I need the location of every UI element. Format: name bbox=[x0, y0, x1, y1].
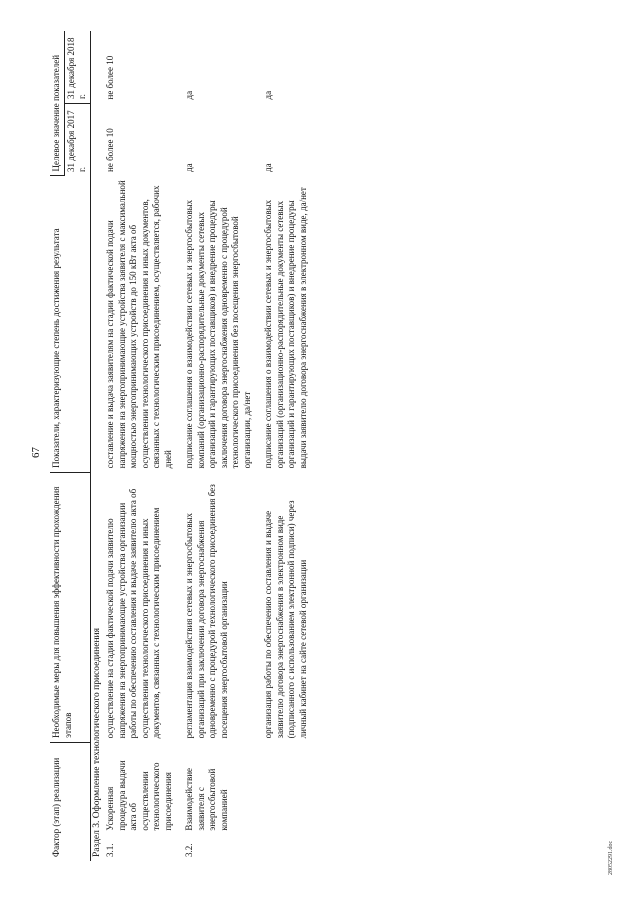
page-number: 67 bbox=[30, 447, 42, 458]
header-factor: Фактор (этап) реализации bbox=[50, 742, 90, 861]
row-value-2018: да bbox=[263, 90, 273, 100]
header-measures: Необходимые меры для повышения эффективности прохождения этапов bbox=[50, 472, 90, 742]
header-target-values: Целевое значение показателей bbox=[50, 31, 64, 176]
row-value-2018: да bbox=[184, 90, 194, 100]
header-indicators: Показатели, характеризующие степень достижения результата bbox=[50, 176, 90, 472]
row-number: 3.1. bbox=[105, 843, 115, 857]
header-year-2018: 31 декабря 2018 г. bbox=[64, 31, 90, 104]
row-factor: Взаимодействие заявителя с энергосбытовой компанией bbox=[184, 767, 229, 831]
row-indicator: составление и выдача заявителям на стадии фактической подачи напряжения на энергопринимающие устройства заявителя с максимальной мощностью энергопринимающих устройств до 150 кВт акта об осуществлении технологического присоединения и иных документов, связанных с технологическим присоединением, осуществляется, рабочих дней bbox=[105, 180, 173, 469]
row-indicator: подписание соглашения о взаимодействии сетевых и энергосбытовых организаций (организационно-распорядительные документы сетевых организаций и гарантирующих поставщиков) и внедрение процедуры выдачи заявителю договора энергоснабжения в электронном виде, да/нет bbox=[263, 187, 308, 469]
header-year-2017: 31 декабря 2017 г. bbox=[64, 104, 90, 176]
row-spacer bbox=[254, 31, 262, 861]
row-number: 3.2. bbox=[184, 843, 194, 857]
table-row bbox=[262, 31, 310, 861]
row-factor: Ускоренная процедура выдачи акта об осуществлении технологического присоединения bbox=[105, 760, 173, 831]
row-number bbox=[262, 835, 310, 861]
row-factor bbox=[262, 742, 310, 834]
row-value-2017: да bbox=[184, 163, 194, 172]
document-id: 28052291.doc bbox=[608, 840, 614, 875]
section-row bbox=[90, 31, 104, 861]
rotated-document bbox=[30, 30, 620, 875]
measures-table bbox=[50, 31, 310, 861]
row-indicator: подписание соглашения о взаимодействии сетевых и энергосбытовых компаний (организационно-распорядительные документы сетевых организаций и гарантирующих поставщиков) и внедрение процедуры заключения договора энергоснабжения одновременно с процедурой технологического присоединения без посещения энергосбытовой организации, да/нет bbox=[184, 199, 252, 469]
row-value-2017: не более 10 bbox=[105, 128, 115, 172]
table-row bbox=[104, 31, 175, 861]
row-measure: организация работы по обеспечению составления и выдаче заявителю договора энергоснабжения в электронном виде (подписанного с использованием электронной подписи) через личный кабинет на сайте сетевой организации bbox=[263, 500, 308, 739]
row-measure: осуществление на стадии фактической подачи заявителю напряжения на энергопринимающие устройства организации работы по обеспечению составления и выдаче заявителю акта об осуществлении технологического присоединения и иных документов, связанных с технологическим присоединением bbox=[105, 488, 161, 739]
row-spacer bbox=[175, 31, 183, 861]
row-value-2017: да bbox=[263, 163, 273, 172]
section-title: Раздел 3. Оформление технологического присоединения bbox=[91, 628, 102, 857]
table-row bbox=[183, 31, 254, 861]
row-value-2018: не более 10 bbox=[105, 55, 115, 100]
row-measure: регламентация взаимодействия сетевых и энергосбытовых организаций при заключении договора энергоснабжения одновременно с процедурой технологического присоединения без посещения энергосбытовой организации bbox=[184, 484, 229, 739]
table-header-row bbox=[50, 31, 64, 861]
